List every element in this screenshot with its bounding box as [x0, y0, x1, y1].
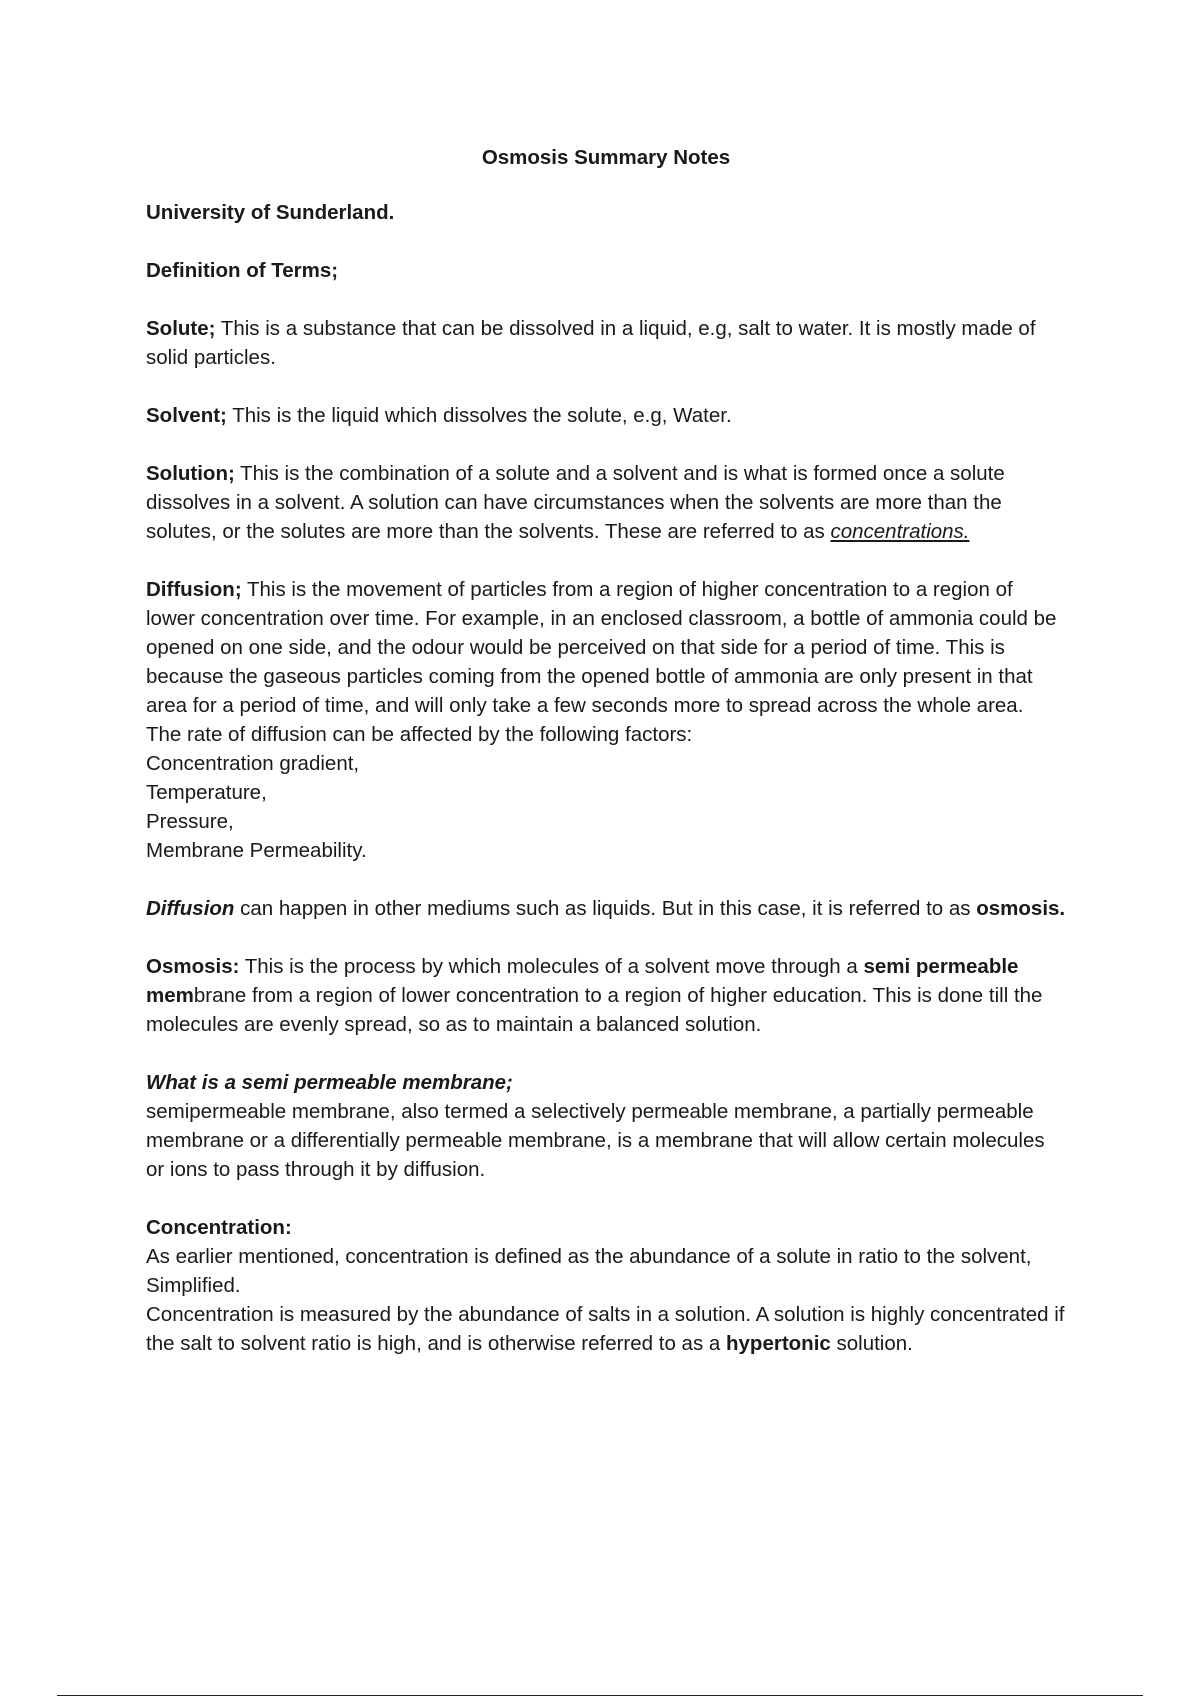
diffusion-note-term: Diffusion	[146, 897, 235, 920]
osmosis-emphasis: osmosis.	[976, 897, 1066, 920]
concentration-heading: Concentration:	[146, 1216, 292, 1239]
diffusion-note	[146, 894, 1066, 923]
solution-term: Solution;	[146, 462, 235, 485]
diffusion-definition	[146, 575, 1066, 865]
concentration-section	[146, 1213, 1066, 1358]
factor-item: Pressure,	[146, 810, 234, 833]
solute-text: This is a substance that can be dissolved in a liquid, e.g, salt to water. It is mostly made of solid particles.	[146, 317, 1036, 369]
diffusion-note-text: can happen in other mediums such as liquids. But in this case, it is referred to as	[234, 897, 977, 920]
osmosis-text-2: brane from a region of lower concentration to a region of higher education. This is done till the molecules are evenly spread, so as to maintain a balanced solution.	[146, 984, 1043, 1036]
factor-item: Concentration gradient,	[146, 752, 360, 775]
concentrations-term: concentrations.	[830, 520, 970, 543]
factor-item: Membrane Permeability.	[146, 839, 367, 862]
diffusion-text: This is the movement of particles from a region of higher concentration to a region of lower concentration over time. For example, in an enclosed classroom, a bottle of ammonia could be opened on one side, and the odour would be perceived on that side for a period of time. This is because the gaseous particles coming from the opened bottle of ammonia are only present in that area for a period of time, and will only take a few seconds more to spread across the whole area.	[146, 578, 1057, 717]
osmosis-definition	[146, 952, 1066, 1039]
solute-term: Solute;	[146, 317, 216, 340]
document-body	[146, 143, 1066, 1387]
solvent-definition	[146, 401, 1066, 430]
solute-definition	[146, 314, 1066, 372]
membrane-section	[146, 1068, 1066, 1184]
definitions-heading: Definition of Terms;	[146, 259, 339, 282]
solvent-term: Solvent;	[146, 404, 227, 427]
diffusion-term: Diffusion;	[146, 578, 242, 601]
osmosis-term: Osmosis:	[146, 955, 240, 978]
semi-permeable-emphasis: semi permeable mem	[146, 955, 1019, 1007]
hypertonic-term: hypertonic	[726, 1332, 831, 1355]
institution-name: University of Sunderland.	[146, 201, 395, 224]
diffusion-factors-intro: The rate of diffusion can be affected by the following factors:	[146, 723, 693, 746]
factor-item: Temperature,	[146, 781, 267, 804]
concentration-text-1: As earlier mentioned, concentration is defined as the abundance of a solute in ratio to the solvent, Simplified.	[146, 1245, 1032, 1297]
osmosis-text-1: This is the process by which molecules of a solvent move through a	[239, 955, 864, 978]
footer-rule	[57, 1695, 1143, 1696]
membrane-text: semipermeable membrane, also termed a selectively permeable membrane, a partially permeable membrane or a differentially permeable membrane, is a membrane that will allow certain molecules or ions to pass through it by diffusion.	[146, 1100, 1045, 1181]
solution-text: This is the combination of a solute and a solvent and is what is formed once a solute dissolves in a solvent. A solution can have circumstances when the solvents are more than the solutes, or the solutes are more than the solvents. These are referred to as	[146, 462, 1005, 543]
document-title: Osmosis Summary Notes	[481, 146, 731, 169]
solvent-text: This is the liquid which dissolves the solute, e.g, Water.	[226, 404, 732, 427]
concentration-text-3: solution.	[830, 1332, 913, 1355]
solution-definition	[146, 459, 1066, 546]
membrane-heading: What is a semi permeable membrane;	[146, 1071, 513, 1094]
concentration-text-2: Concentration is measured by the abundance of salts in a solution. A solution is highly concentrated if the salt to solvent ratio is high, and is otherwise referred to as a	[146, 1303, 1065, 1355]
